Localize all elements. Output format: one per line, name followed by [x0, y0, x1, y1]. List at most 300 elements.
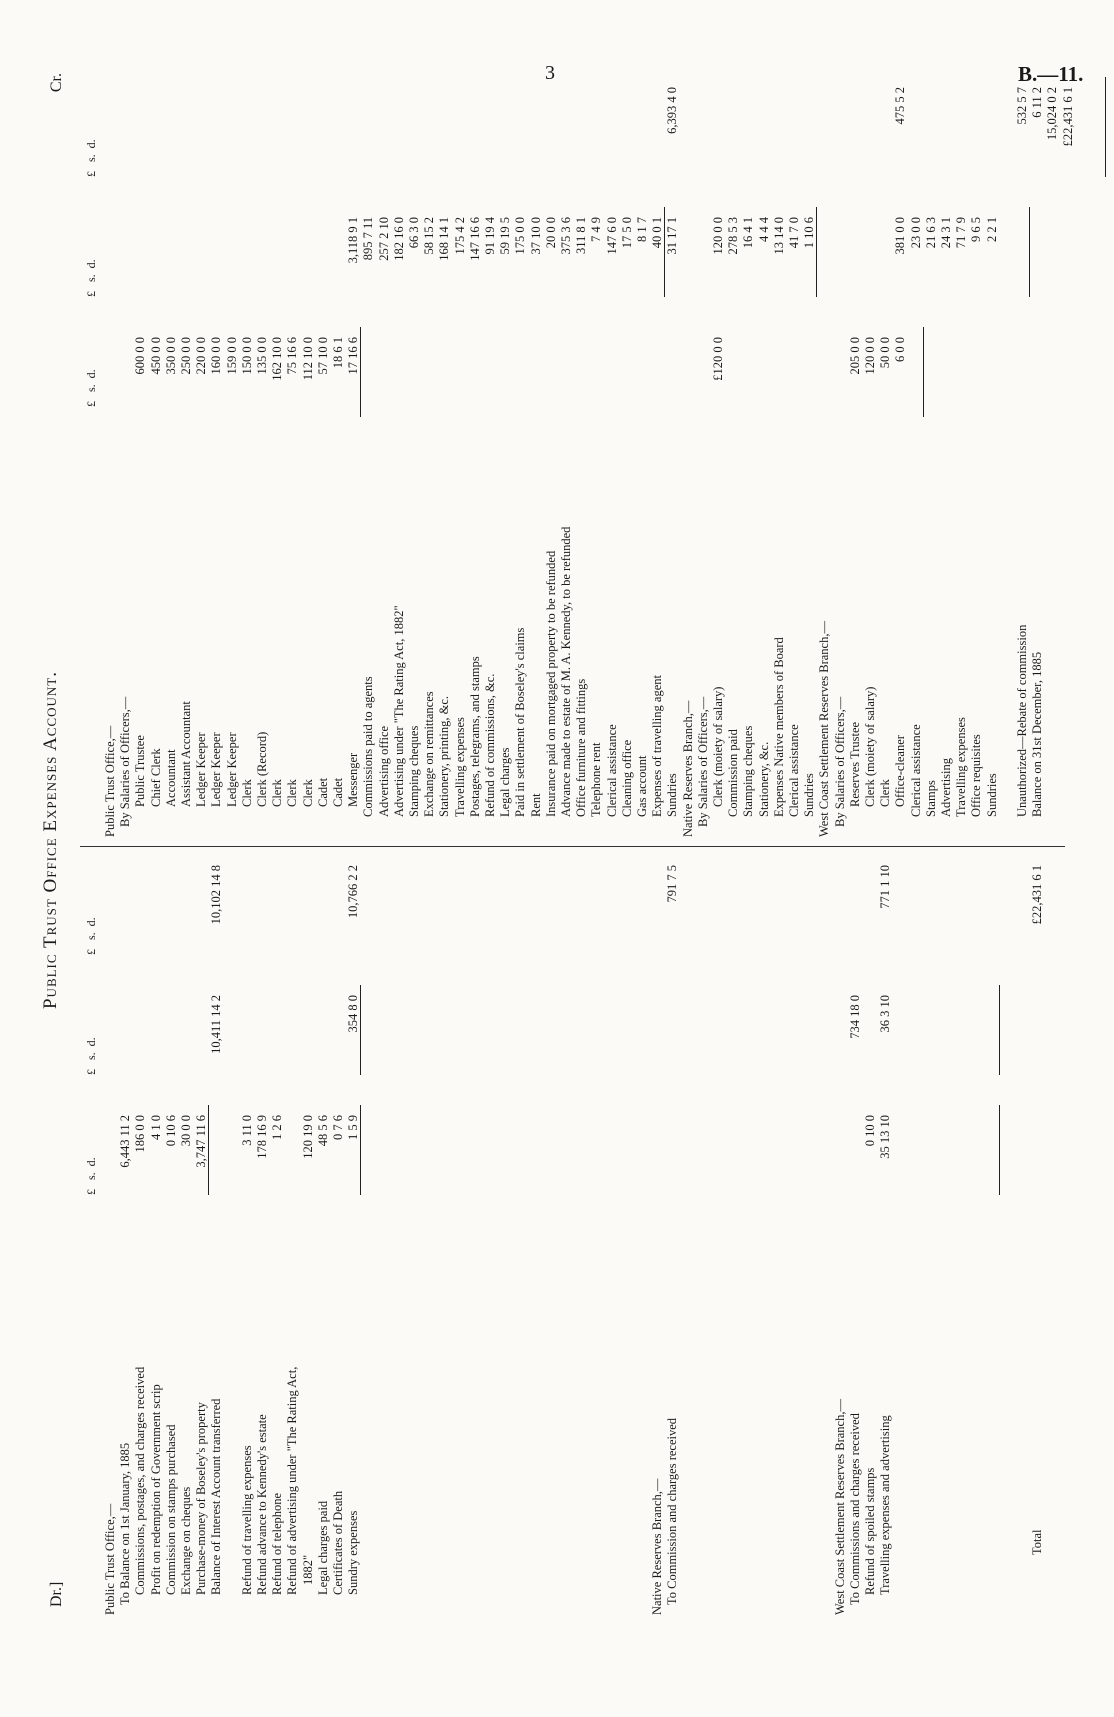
account-title: Public Trust Office Expenses Account. — [40, 671, 61, 1010]
credit-row — [786, 67, 802, 837]
credit-row — [938, 67, 954, 837]
debit-row — [604, 845, 620, 1615]
credit-amount-col-b: 71 7 9 — [954, 217, 969, 249]
credit-amount-col-b: 175 4 2 — [452, 217, 467, 255]
credit-row-label: Clerical assistance — [604, 724, 619, 817]
debit-row — [680, 845, 696, 1615]
debit-row — [315, 845, 331, 1615]
debit-row — [1014, 845, 1030, 1615]
debit-row — [284, 845, 300, 1615]
credit-amount-col-a: 250 0 0 — [179, 337, 193, 375]
debit-row — [968, 845, 984, 1615]
debit-row-label: To Commissions and charges received — [847, 1413, 862, 1605]
debit-row — [467, 845, 483, 1615]
debit-row — [999, 845, 1015, 1615]
debit-row-label: Certificates of Death — [331, 1490, 345, 1595]
summing-rule — [999, 985, 1000, 1075]
credit-row — [239, 67, 255, 837]
debit-amount-col-a: 4 1 0 — [148, 1115, 163, 1140]
credit-amount-col-a: 450 0 0 — [148, 337, 163, 375]
credit-amount-col-a: 57 10 0 — [315, 337, 330, 375]
credit-row — [543, 67, 559, 837]
credit-amount-col-b: 24 3 1 — [939, 217, 953, 249]
credit-row-label: Clerk — [239, 779, 254, 807]
debit-row — [923, 845, 939, 1615]
debit-row-label: Refund of advertising under "The Rating Act, — [285, 1366, 300, 1595]
debit-row — [710, 845, 726, 1615]
credit-amount-col-b: 311 8 1 — [574, 217, 589, 255]
credit-row — [512, 67, 528, 837]
credit-row-label: Stationery, printing, &c. — [437, 695, 452, 817]
debit-amount-col-a: 178 16 9 — [255, 1115, 269, 1159]
credit-amount-col-c: 15,024 0 2 — [1045, 87, 1060, 141]
credit-amount-col-b: 175 0 0 — [513, 217, 528, 255]
credit-amount-col-a: 162 10 0 — [270, 337, 285, 381]
credit-amount-col-b: 20 0 0 — [543, 217, 558, 249]
debit-row — [588, 845, 604, 1615]
summing-rule — [360, 985, 361, 1075]
credit-row-label: Ledger Keeper — [224, 732, 239, 807]
credit-amount-col-a: 17 16 6 — [346, 337, 361, 375]
credit-amount-col-b: 278 5 3 — [726, 217, 741, 255]
credit-row — [816, 67, 832, 837]
credit-amount-col-b: 3,118 9 1 — [346, 217, 361, 264]
credit-row-label: Office furniture and fittings — [574, 678, 589, 817]
credit-row-label: Rent — [528, 793, 543, 817]
debit-amount-col-a: 3,747 11 6 — [194, 1115, 209, 1168]
credit-row-label: Reserves Trustee — [847, 721, 862, 807]
credit-row-label: Accountant — [163, 749, 178, 807]
debit-row-label: West Coast Settlement Reserves Branch,— — [832, 1399, 847, 1615]
credit-row-label: Stamping cheques — [407, 725, 421, 817]
credit-amount-col-a: 150 0 0 — [239, 337, 254, 375]
credit-amount-col-b: 21 6 3 — [923, 217, 938, 249]
credit-row-label: Public Trustee — [133, 735, 148, 807]
credit-amount-col-b: 59 19 5 — [498, 217, 513, 255]
debit-row — [224, 845, 240, 1615]
debit-row — [695, 845, 711, 1615]
debit-row — [832, 845, 848, 1615]
credit-row — [710, 67, 726, 837]
credit-row — [528, 67, 544, 837]
credit-row — [360, 67, 376, 837]
debit-row — [740, 845, 756, 1615]
credit-row — [132, 67, 148, 837]
credit-row-label: Chief Clerk — [148, 748, 163, 807]
credit-row-label: Cadet — [315, 777, 330, 807]
credit-row-label: Messenger — [346, 752, 361, 807]
document-reference: B.—11. — [1018, 62, 1084, 86]
debit-row — [391, 845, 407, 1615]
debit-row — [892, 845, 908, 1615]
credit-row-label: By Salaries of Officers,— — [832, 696, 847, 827]
credit-amount-col-c: 475 5 2 — [893, 87, 908, 125]
credit-row-label: Stamping cheques — [741, 725, 756, 817]
credit-row — [588, 67, 604, 837]
credit-col-header-b: £ s. d. — [84, 259, 98, 297]
credit-label: Cr. — [48, 73, 65, 93]
credit-row-label: Office-cleaner — [893, 735, 908, 807]
debit-col-header-b: £ s. d. — [84, 1037, 98, 1075]
debit-amount-col-c: 10,766 2 2 — [346, 865, 361, 919]
credit-amount-col-b: 895 7 11 — [361, 217, 376, 261]
credit-amount-col-b: 1 10 6 — [802, 217, 817, 249]
debit-row — [452, 845, 468, 1615]
debit-row — [208, 845, 224, 1615]
credit-row — [619, 67, 635, 837]
credit-row — [832, 67, 848, 837]
credit-row — [573, 67, 589, 837]
credit-row-label: Expenses Native members of Board — [771, 637, 786, 817]
credit-row-label: West Coast Settlement Reserves Branch,— — [817, 621, 832, 837]
debit-row-label: Refund advance to Kennedy's estate — [255, 1414, 269, 1595]
credit-row-label: Native Reserves Branch,— — [680, 700, 695, 837]
credit-row-label: Legal charges — [498, 747, 513, 817]
debit-row — [847, 845, 863, 1615]
debit-amount-col-a: 1 2 6 — [270, 1115, 285, 1140]
credit-row-label: Gas account — [635, 755, 649, 817]
credit-row-label: Expenses of travelling agent — [650, 675, 665, 817]
credit-row — [224, 67, 240, 837]
credit-amount-col-a: 75 16 6 — [285, 337, 300, 375]
credit-amount-col-b: 41 7 0 — [787, 217, 801, 249]
credit-amount-col-a: 600 0 0 — [133, 337, 148, 375]
debit-row-label: Total — [1030, 1529, 1045, 1555]
credit-row — [877, 67, 893, 837]
credit-amount-col-b: 381 0 0 — [893, 217, 908, 255]
credit-amount-col-b: 2 2 1 — [984, 217, 999, 242]
credit-col-header-a: £ s. d. — [84, 369, 98, 407]
credit-row — [1029, 67, 1045, 837]
credit-row — [452, 67, 468, 837]
credit-row-label: Clerk — [300, 779, 315, 807]
debit-amount-col-a: 3 11 0 — [239, 1115, 254, 1146]
debit-row — [376, 845, 392, 1615]
debit-row-label: 1882" — [300, 1554, 315, 1585]
credit-row — [284, 67, 300, 837]
credit-row — [421, 67, 437, 837]
debit-amount-col-b: 734 18 0 — [847, 995, 862, 1039]
credit-amount-col-b: 7 4 9 — [589, 217, 604, 242]
debit-amount-col-a: 1 5 9 — [346, 1115, 361, 1140]
credit-row-label: Clerical assistance — [908, 724, 923, 817]
credit-amount-col-a: 135 0 0 — [255, 337, 269, 375]
summing-rule — [360, 1105, 361, 1195]
credit-amount-col-b: 168 14 1 — [437, 217, 452, 261]
debit-row-label: Commission on stamps purchased — [163, 1424, 178, 1595]
credit-row — [984, 67, 1000, 837]
summing-rule — [208, 1105, 209, 1195]
credit-amount-col-b: 37 10 0 — [528, 217, 543, 255]
credit-row-label: Travelling expenses — [954, 717, 969, 817]
credit-row-label: Stamps — [923, 780, 938, 817]
credit-row-label: Clerical assistance — [787, 724, 801, 817]
credit-row — [102, 67, 118, 837]
credit-amount-col-b: 120 0 0 — [711, 217, 725, 255]
debit-row-label: Refund of spoiled stamps — [863, 1467, 877, 1595]
credit-amount-col-b: 375 3 6 — [559, 217, 573, 255]
credit-row-label: Stationery, &c. — [756, 741, 771, 817]
credit-side — [84, 67, 1075, 837]
credit-row — [892, 67, 908, 837]
debit-amount-col-a: 48 5 6 — [315, 1115, 330, 1147]
credit-row-label: Commissions paid to agents — [361, 676, 376, 817]
debit-amount-col-a: 30 0 0 — [179, 1115, 193, 1147]
debit-row-label: Commissions, postages, and charges received — [133, 1366, 148, 1595]
credit-row — [208, 67, 224, 837]
credit-row-label: By Salaries of Officers,— — [118, 696, 133, 827]
debit-row — [771, 845, 787, 1615]
debit-amount-col-a: 35 13 10 — [878, 1115, 893, 1159]
credit-row-label: Balance on 31st December, 1885 — [1030, 651, 1045, 817]
credit-amount-col-b: 4 4 4 — [756, 217, 771, 242]
debit-row-label: Native Reserves Branch,— — [650, 1478, 665, 1615]
credit-row — [1044, 67, 1060, 837]
credit-row-label: Advance made to estate of M. A. Kennedy, to be refunded — [559, 526, 573, 817]
debit-row — [360, 845, 376, 1615]
debit-row — [193, 845, 209, 1615]
credit-row-label: Refund of commissions, &c. — [483, 673, 497, 817]
credit-row — [148, 67, 164, 837]
credit-row-label: Clerk — [878, 779, 893, 807]
debit-row — [421, 845, 437, 1615]
debit-row — [877, 845, 893, 1615]
credit-amount-col-a: 159 0 0 — [224, 337, 239, 375]
credit-row-label: By Salaries of Officers,— — [695, 696, 710, 827]
credit-amount-col-b: 91 19 4 — [483, 217, 497, 255]
credit-row — [604, 67, 620, 837]
debit-row — [816, 845, 832, 1615]
debit-row — [543, 845, 559, 1615]
credit-row — [771, 67, 787, 837]
debit-row — [345, 845, 361, 1615]
credit-row-label: Clerk (moiety of salary) — [711, 686, 725, 807]
credit-row — [1014, 67, 1030, 837]
credit-amount-col-b: 147 6 0 — [604, 217, 619, 255]
credit-amount-col-a: 50 0 0 — [878, 337, 893, 369]
credit-row-label: Exchange on remittances — [422, 691, 437, 817]
credit-row — [300, 67, 316, 837]
credit-row — [315, 67, 331, 837]
debit-col-header-c: £ s. d. — [84, 917, 98, 955]
debit-row-label: Public Trust Office,— — [103, 1503, 117, 1615]
credit-row — [558, 67, 574, 837]
debit-row — [132, 845, 148, 1615]
debit-side — [84, 845, 1064, 1615]
debit-row — [862, 845, 878, 1615]
summing-rule — [999, 1105, 1000, 1195]
credit-row-label: Sundries — [802, 773, 817, 817]
debit-row — [300, 845, 316, 1615]
debit-row-label: Legal charges paid — [315, 1500, 330, 1595]
credit-row-label: Telephone rent — [589, 742, 604, 817]
debit-row — [497, 845, 513, 1615]
credit-amount-col-a: 18 6 1 — [331, 337, 345, 369]
credit-row-label: Insurance paid on mortgaged property to be refunded — [543, 550, 558, 817]
debit-amount-col-a: 186 0 0 — [133, 1115, 148, 1153]
debit-row — [436, 845, 452, 1615]
credit-row — [163, 67, 179, 837]
debit-amount-col-a: 120 19 0 — [300, 1115, 315, 1159]
credit-amount-col-b: 66 3 0 — [407, 217, 421, 249]
credit-row-label: Ledger Keeper — [194, 732, 209, 807]
debit-amount-col-a: 0 7 6 — [331, 1115, 345, 1140]
credit-row — [725, 67, 741, 837]
credit-row — [649, 67, 665, 837]
credit-row-label: Cadet — [331, 777, 345, 807]
credit-row-label: Commission paid — [726, 729, 741, 817]
debit-amount-col-a: 6,443 11 2 — [118, 1115, 133, 1168]
debit-row — [406, 845, 422, 1615]
summing-rule — [816, 207, 817, 297]
credit-amount-col-a: 112 10 0 — [300, 337, 315, 381]
credit-amount-col-b: 23 0 0 — [908, 217, 923, 249]
credit-amount-col-a: 160 0 0 — [209, 337, 224, 375]
credit-row — [1060, 67, 1076, 837]
debit-col-header-a: £ s. d. — [84, 1157, 98, 1195]
debit-row — [117, 845, 133, 1615]
credit-row — [664, 67, 680, 837]
credit-row — [740, 67, 756, 837]
debit-amount-col-c: 771 1 10 — [878, 865, 893, 909]
credit-row-label: Postages, telegrams, and stamps — [467, 656, 482, 817]
debit-row-label: Exchange on cheques — [179, 1486, 193, 1595]
credit-col-header-c: £ s. d. — [84, 139, 98, 177]
credit-row-label: Paid in settlement of Boseley's claims — [513, 627, 528, 817]
debit-row — [908, 845, 924, 1615]
debit-row — [1029, 845, 1045, 1615]
credit-amount-col-a: 350 0 0 — [163, 337, 178, 375]
credit-amount-col-b: 182 16 0 — [391, 217, 406, 261]
credit-row — [497, 67, 513, 837]
credit-row — [117, 67, 133, 837]
credit-row-label: Sundries — [984, 773, 999, 817]
credit-amount-col-b: 8 1 7 — [635, 217, 649, 242]
debit-row — [619, 845, 635, 1615]
credit-row-label: Clerk — [270, 779, 285, 807]
debit-row — [984, 845, 1000, 1615]
credit-row-label: Cleaning office — [619, 739, 634, 817]
debit-row — [573, 845, 589, 1615]
debit-row — [786, 845, 802, 1615]
debit-row — [163, 845, 179, 1615]
credit-row — [999, 67, 1015, 837]
debit-row — [801, 845, 817, 1615]
credit-row — [695, 67, 711, 837]
credit-row — [436, 67, 452, 837]
credit-row — [756, 67, 772, 837]
credit-amount-col-b: 257 2 10 — [376, 217, 391, 261]
debit-row — [254, 845, 270, 1615]
credit-row — [178, 67, 194, 837]
credit-amount-col-b: 13 14 0 — [771, 217, 786, 255]
credit-row-label: Advertising under "The Rating Act, 1882" — [391, 605, 406, 817]
debit-row — [330, 845, 346, 1615]
credit-row-label: Public Trust Office,— — [103, 725, 117, 837]
debit-row — [148, 845, 164, 1615]
credit-row-label: Office requisites — [969, 734, 984, 817]
credit-amount-col-b: 40 0 1 — [650, 217, 665, 249]
credit-amount-col-b: 16 4 1 — [741, 217, 756, 249]
debit-row — [756, 845, 772, 1615]
credit-row-label: Advertising — [939, 757, 953, 817]
credit-row — [254, 67, 270, 837]
debit-row-label: Profit on redemption of Government scrip — [148, 1384, 163, 1595]
debit-amount-col-a: 0 10 0 — [863, 1115, 877, 1147]
debit-row — [649, 845, 665, 1615]
debit-row — [178, 845, 194, 1615]
credit-row — [482, 67, 498, 837]
rotated-account-table — [40, 65, 1075, 1615]
debit-row-label: Purchase-money of Boseley's property — [194, 1402, 209, 1595]
credit-row-label: Travelling expenses — [452, 717, 467, 817]
debit-amount-col-c: £22,431 6 1 — [1030, 865, 1045, 925]
debit-row — [634, 845, 650, 1615]
credit-amount-col-c: 6 11 2 — [1030, 87, 1045, 118]
debit-row-label: To Commission and charges received — [665, 1417, 680, 1605]
credit-row — [467, 67, 483, 837]
debit-amount-col-a: 0 10 6 — [163, 1115, 178, 1147]
credit-amount-col-a: 6 0 0 — [893, 337, 908, 362]
debit-row-label: Travelling expenses and advertising — [878, 1415, 893, 1595]
debit-row — [558, 845, 574, 1615]
summing-rule — [360, 327, 361, 417]
credit-row — [908, 67, 924, 837]
credit-amount-col-a: 205 0 0 — [847, 337, 862, 375]
credit-row — [376, 67, 392, 837]
debit-row-label: Balance of Interest Account transferred — [209, 1398, 224, 1595]
debit-row — [953, 845, 969, 1615]
credit-row-label: Clerk — [285, 779, 300, 807]
credit-amount-col-c: 532 5 7 — [1015, 87, 1029, 125]
credit-row-label: Clerk (Record) — [255, 731, 269, 807]
debit-amount-col-b: 10,411 14 2 — [209, 995, 224, 1054]
credit-row — [269, 67, 285, 837]
summing-rule — [1029, 207, 1030, 297]
debit-row — [725, 845, 741, 1615]
credit-row — [193, 67, 209, 837]
debit-amount-col-b: 36 3 10 — [878, 995, 893, 1033]
credit-row — [406, 67, 422, 837]
page-number: 3 — [545, 62, 555, 84]
debit-row — [269, 845, 285, 1615]
credit-row — [968, 67, 984, 837]
credit-row — [345, 67, 361, 837]
credit-amount-col-b: 17 5 0 — [619, 217, 634, 249]
credit-row-label: Clerk (moiety of salary) — [863, 686, 877, 807]
debit-amount-col-c: 10,102 14 8 — [209, 865, 224, 925]
debit-row-label: Refund of travelling expenses — [239, 1445, 254, 1595]
summing-rule — [664, 207, 665, 297]
debit-amount-col-b: 354 8 0 — [346, 995, 361, 1033]
credit-amount-col-b: 31 17 1 — [665, 217, 680, 255]
credit-row-label: Advertising office — [376, 725, 391, 817]
debit-label: Dr.] — [48, 1581, 65, 1607]
credit-row-label: Sundries — [665, 773, 680, 817]
credit-row — [847, 67, 863, 837]
credit-row — [953, 67, 969, 837]
credit-amount-col-c: 6,393 4 0 — [665, 87, 680, 134]
debit-row — [528, 845, 544, 1615]
debit-row — [239, 845, 255, 1615]
debit-row-label: Sundry expenses — [346, 1510, 361, 1595]
credit-amount-col-b: 58 15 2 — [422, 217, 437, 255]
credit-amount-col-b: 9 6 5 — [969, 217, 984, 242]
credit-row — [923, 67, 939, 837]
debit-row — [512, 845, 528, 1615]
credit-row — [801, 67, 817, 837]
credit-row-label: Unauthorized—Rebate of commission — [1015, 624, 1029, 817]
